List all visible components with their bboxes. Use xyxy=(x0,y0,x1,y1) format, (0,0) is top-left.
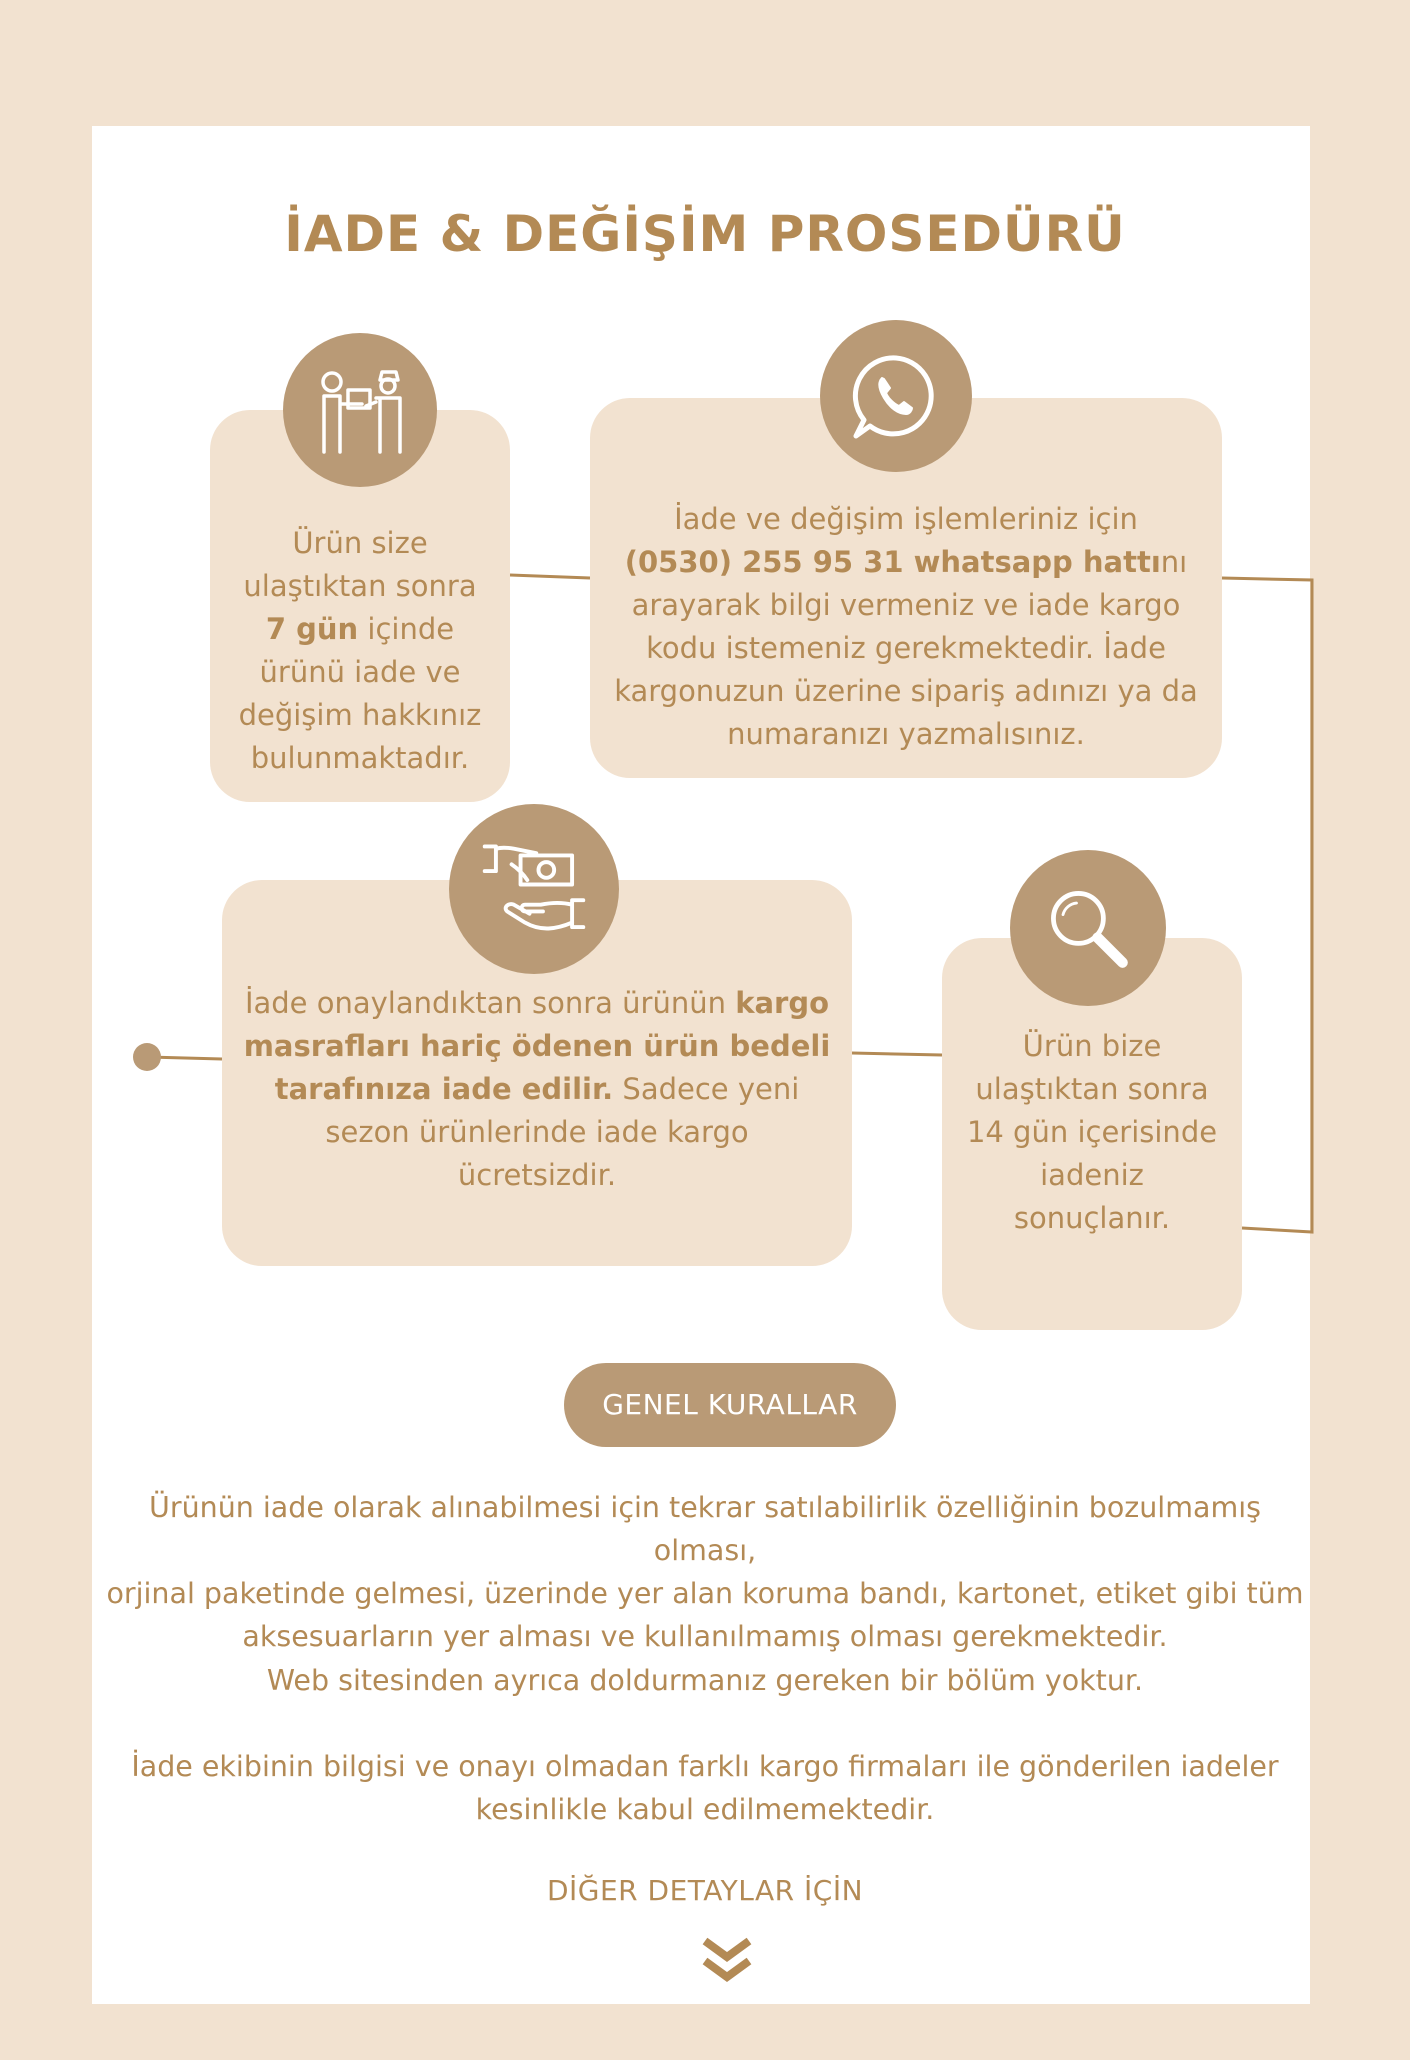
step2-line: numaranızı yazmalısınız. xyxy=(727,717,1085,751)
connector-step3-step4 xyxy=(852,1053,942,1055)
step2-line: arayarak bilgi vermeniz ve iade kargo xyxy=(631,588,1181,622)
step4-line: ücretsizdir. xyxy=(457,1158,617,1192)
step3-line: Ürün bize xyxy=(1022,1029,1162,1063)
step4-line: sezon ürünlerinde iade kargo xyxy=(325,1115,749,1149)
step2-line: İade ve değişim işlemleriniz için xyxy=(674,502,1138,536)
step3-line: iadeniz xyxy=(1040,1158,1144,1192)
rules-paragraph-3: İade ekibinin bilgisi ve onayı olmadan farklı kargo firmaları ile gönderilen iadeler kesinlikle kabul edilmemektedir. xyxy=(131,1750,1279,1826)
whatsapp-number: (0530) 255 95 31 whatsapp hattı xyxy=(624,545,1161,579)
step1-line: 7 gün içinde xyxy=(265,612,455,646)
search-icon xyxy=(1010,850,1166,1006)
delivery-handover-icon xyxy=(283,333,437,487)
step3-line: ulaştıktan sonra xyxy=(975,1072,1209,1106)
rules-paragraph-1: Ürünün iade olarak alınabilmesi için tekrar satılabilirlik özelliğinin bozulmamış olması, orjinal paketinde gelmesi, üzerinde yer alan koruma bandı, kartonet, etiket gibi tüm aksesuarların yer alması ve kullanılmamış olması gerekmektedir. xyxy=(106,1491,1304,1653)
flow-end-dot xyxy=(133,1043,161,1071)
step1-line: bulunmaktadır. xyxy=(250,741,470,775)
step1-line: ulaştıktan sonra xyxy=(243,569,477,603)
more-details-link[interactable]: DİĞER DETAYLAR İÇİN xyxy=(546,1874,864,1907)
step2-line: (0530) 255 95 31 whatsapp hattını xyxy=(624,545,1188,579)
step1-line: Ürün size xyxy=(292,526,428,560)
page-title: İADE & DEĞİŞİM PROSEDÜRÜ xyxy=(284,205,1126,263)
step3-line: sonuçlanır. xyxy=(1013,1201,1171,1235)
step3-line: 14 gün içerisinde xyxy=(966,1115,1218,1149)
step4-line: tarafınıza iade edilir. Sadece yeni xyxy=(274,1072,800,1106)
step1-highlight: 7 gün xyxy=(265,612,359,646)
step2-line: kargonuzun üzerine sipariş adınızı ya da xyxy=(614,674,1198,708)
double-chevron-down-icon[interactable] xyxy=(701,1935,753,1991)
general-rules-button[interactable]: GENEL KURALLAR xyxy=(564,1363,896,1447)
step4-line: İade onaylandıktan sonra ürünün kargo xyxy=(244,986,830,1020)
step1-line: ürünü iade ve xyxy=(259,655,461,689)
step4-line: masrafları hariç ödenen ürün bedeli xyxy=(243,1029,831,1063)
step2-line: kodu istemeniz gerekmektedir. İade xyxy=(646,631,1166,665)
rules-paragraph-2: Web sitesinden ayrıca doldurmanız gereken bir bölüm yoktur. xyxy=(266,1664,1144,1697)
connector-step1-step2 xyxy=(510,575,590,578)
step1-line: değişim hakkınız xyxy=(238,698,482,732)
whatsapp-icon xyxy=(820,320,972,472)
money-refund-icon xyxy=(449,804,619,974)
